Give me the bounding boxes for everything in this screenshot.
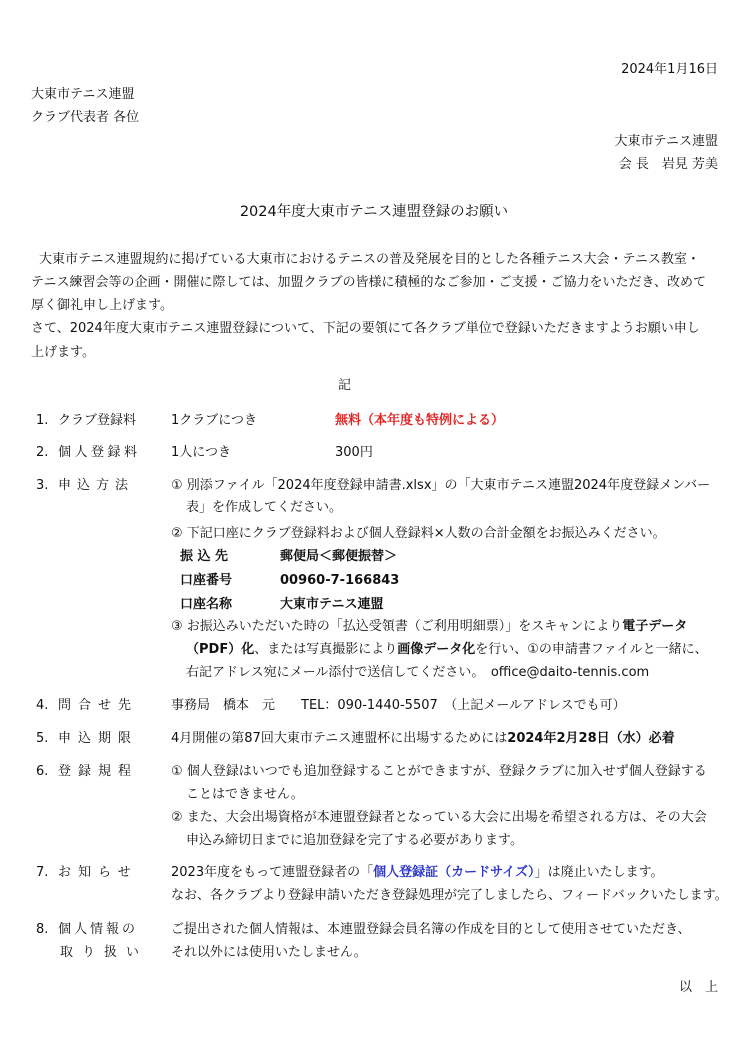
item-3-step3-text-f: を行い、①の申請書ファイルと一緒に、: [475, 642, 708, 657]
item-8-label-line2: 取り扱い: [60, 945, 149, 960]
intro-line-5: 上げます。: [31, 345, 95, 360]
intro-line-1: 大東市テニス連盟規約に掲げている大東市におけるテニスの普及発展を目的とした各種テニス大会・テニス教室・: [39, 252, 700, 267]
item-3-step3-line3: 右記アドレス宛にメール添付で送信してください。 office@daito-tennis.com: [186, 665, 650, 680]
item-4-detail: 事務局 橋本 元 TEL：090-1440-5507 （上記メールアドレスでも可）: [171, 698, 626, 713]
item-6-rule2-line2: 申込み締切日までに追加登録を完了する必要があります。: [186, 833, 523, 848]
sender-org: 大東市テニス連盟: [614, 134, 718, 149]
item-5-detail: [171, 730, 675, 748]
item-8-label-line1: 個人情報の: [58, 922, 139, 937]
intro-line-3: 厚く御礼申し上げます。: [31, 298, 173, 313]
item-2-detail: 1人につき: [171, 445, 232, 460]
item-4-label: 問合せ先: [58, 698, 139, 713]
item-3-step2: ② 下記口座にクラブ登録料および個人登録料×人数の合計金額をお振込みください。: [171, 526, 666, 541]
item-6-rule1-line1: ① 個人登録はいつでも追加登録することができますが、登録クラブに加入せず個人登録する: [171, 764, 707, 779]
item-5-number: 5.: [36, 731, 49, 746]
item-6-rule1-line2: ことはできません。: [186, 787, 304, 802]
item-7-number: 7.: [36, 865, 49, 880]
bank-label-account-number: 口座番号: [180, 573, 233, 588]
item-2-value: 300円: [335, 445, 373, 460]
item-7-line2: なお、各クラブより登録申請いただき登録処理が完了しましたら、フィードバックいたします。: [171, 888, 728, 903]
item-3-step3-line2: [186, 641, 708, 659]
recipient-people: クラブ代表者 各位: [31, 110, 140, 125]
recipient-org: 大東市テニス連盟: [31, 87, 135, 102]
item-8-line2: それ以外には使用いたしません。: [171, 945, 367, 960]
item-1-value: 無料（本年度も特例による）: [335, 413, 505, 428]
bank-value-account-name: 大東市テニス連盟: [280, 597, 384, 612]
item-7-text-c: 」は廃止いたします。: [534, 865, 664, 880]
item-4-number: 4.: [36, 698, 49, 713]
item-8-line1: ご提出された個人情報は、本連盟登録会員名簿の作成を目的として使用させていただき、: [171, 922, 691, 937]
bank-label-account-name: 口座名称: [180, 597, 233, 612]
item-1-label: クラブ登録料: [58, 413, 137, 428]
item-6-label: 登録規程: [58, 764, 139, 779]
item-3-step3-text-e: 画像データ化: [397, 642, 476, 657]
closing-mark: 以 上: [678, 980, 718, 995]
document-title: 2024年度大東市テニス連盟登録のお願い: [239, 204, 509, 220]
item-3-number: 3.: [36, 478, 49, 493]
item-3-step3-line1: [171, 618, 687, 636]
item-7-label: お知らせ: [58, 865, 138, 880]
ki-heading: 記: [338, 378, 352, 393]
item-3-step3-text-b: 電子データ: [622, 619, 688, 634]
item-7-card-name: 個人登録証（カードサイズ）: [373, 865, 535, 880]
item-3-step3-text-c: （PDF）化: [186, 642, 255, 657]
intro-line-2: テニス練習会等の企画・開催に際しては、加盟クラブの皆様に積極的なご参加・ご支援・ご協力をいただき、改めて: [31, 275, 706, 290]
item-2-number: 2.: [36, 445, 49, 460]
bank-value-recipient: 郵便局＜郵便振替＞: [280, 549, 398, 564]
item-6-rule2-line1: ② また、大会出場資格が本連盟登録者となっている大会に出場を希望される方は、その大会: [171, 810, 707, 825]
item-2-label: 個人登録料: [58, 445, 141, 460]
sender-person: 会 長 岩見 芳美: [618, 157, 718, 172]
item-3-step1-line2: 表」を作成してください。: [186, 500, 343, 515]
item-5-detail-text: 4月開催の第87回大東市テニス連盟杯に出場するためには: [171, 731, 508, 746]
item-8-number: 8.: [36, 922, 49, 937]
item-3-step1-line1: ① 別添ファイル「2024年度登録申請書.xlsx」の「大東市テニス連盟2024年度登録メンバー: [171, 478, 711, 493]
item-7-text-a: 2023年度をもって連盟登録者の「: [171, 865, 374, 880]
intro-line-4: さて、2024年度大東市テニス連盟登録について、下記の要領にて各クラブ単位で登録いただきますようお願い申し: [31, 321, 700, 336]
document-date: 2024年1月16日: [621, 62, 718, 77]
item-3-label: 申込方法: [58, 478, 135, 493]
item-1-detail: 1クラブにつき: [171, 413, 258, 428]
item-1-number: 1.: [36, 413, 49, 428]
item-5-deadline: 2024年2月28日（水）必着: [507, 731, 675, 746]
bank-label-recipient: 振 込 先: [180, 549, 229, 564]
item-3-step3-text-a: ③ お振込みいただいた時の「払込受領書（ご利用明細票）」をスキャンにより: [171, 619, 623, 634]
item-3-step3-text-d: 、または写真撮影により: [254, 642, 398, 657]
item-7-line1: [171, 864, 664, 882]
item-6-number: 6.: [36, 764, 49, 779]
item-5-label: 申込期限: [58, 731, 139, 746]
bank-value-account-number: 00960-7-166843: [280, 573, 400, 588]
